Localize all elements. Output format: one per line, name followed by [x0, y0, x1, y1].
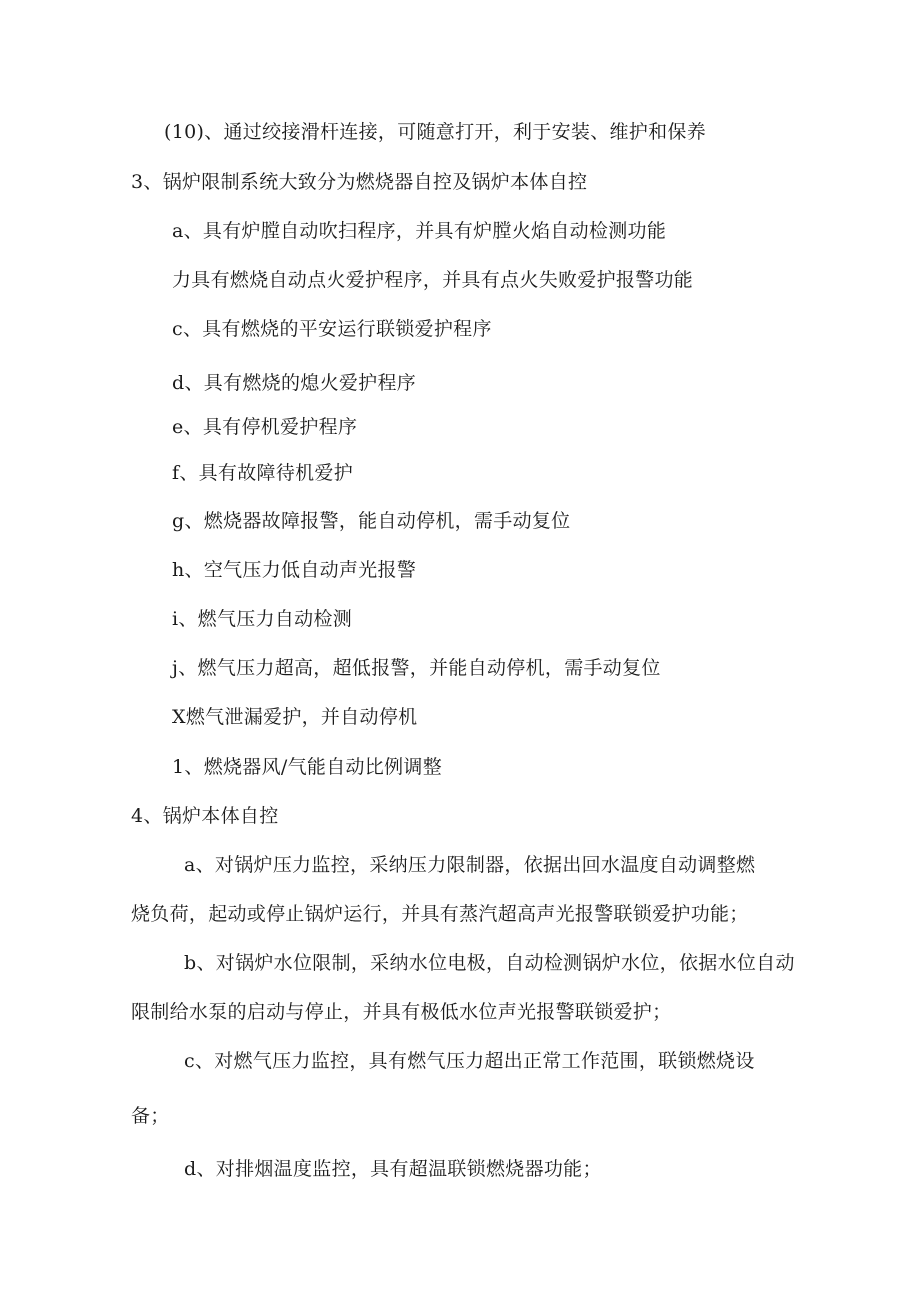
paragraph-line: 备； [131, 1105, 170, 1127]
list-item: a、具有炉膛自动吹扫程序，并具有炉膛火焰自动检测功能 [172, 220, 667, 242]
paragraph-line: 烧负荷，起动或停止锅炉运行，并具有蒸汽超高声光报警联锁爱护功能； [131, 903, 749, 925]
paragraph-line: c、对燃气压力监控，具有燃气压力超出正常工作范围，联锁燃烧设 [184, 1050, 755, 1072]
list-item: j、燃气压力超高，超低报警，并能自动停机，需手动复位 [172, 657, 661, 679]
paragraph-line: b、对锅炉水位限制，采纳水位电极，自动检测锅炉水位，依据水位自动 [184, 952, 795, 974]
text-line: (10)、通过绞接滑杆连接，可随意打开，利于安装、维护和保养 [164, 121, 707, 143]
list-item: h、空气压力低自动声光报警 [172, 559, 417, 581]
paragraph-line: 限制给水泵的启动与停止，并具有极低水位声光报警联锁爱护； [131, 1001, 672, 1023]
list-item: f、具有故障待机爱护 [172, 462, 354, 484]
paragraph-line: d、对排烟温度监控，具有超温联锁燃烧器功能； [184, 1158, 602, 1180]
list-item: 力具有燃烧自动点火爱护程序，并具有点火失败爱护报警功能 [172, 269, 694, 291]
list-item: 1、燃烧器风/气能自动比例调整 [172, 756, 442, 778]
paragraph-line: a、对锅炉压力监控，采纳压力限制器，依据出回水温度自动调整燃 [184, 854, 756, 876]
list-item: X燃气泄漏爱护，并自动停机 [172, 706, 418, 728]
list-item: i、燃气压力自动检测 [172, 608, 353, 630]
list-item: c、具有燃烧的平安运行联锁爱护程序 [172, 318, 492, 340]
list-item: g、燃烧器故障报警，能自动停机，需手动复位 [172, 510, 571, 532]
list-item: e、具有停机爱护程序 [172, 416, 358, 438]
section-heading: 4、锅炉本体自控 [131, 805, 279, 827]
list-item: d、具有燃烧的熄火爱护程序 [172, 372, 417, 394]
section-heading: 3、锅炉限制系统大致分为燃烧器自控及锅炉本体自控 [131, 171, 588, 193]
